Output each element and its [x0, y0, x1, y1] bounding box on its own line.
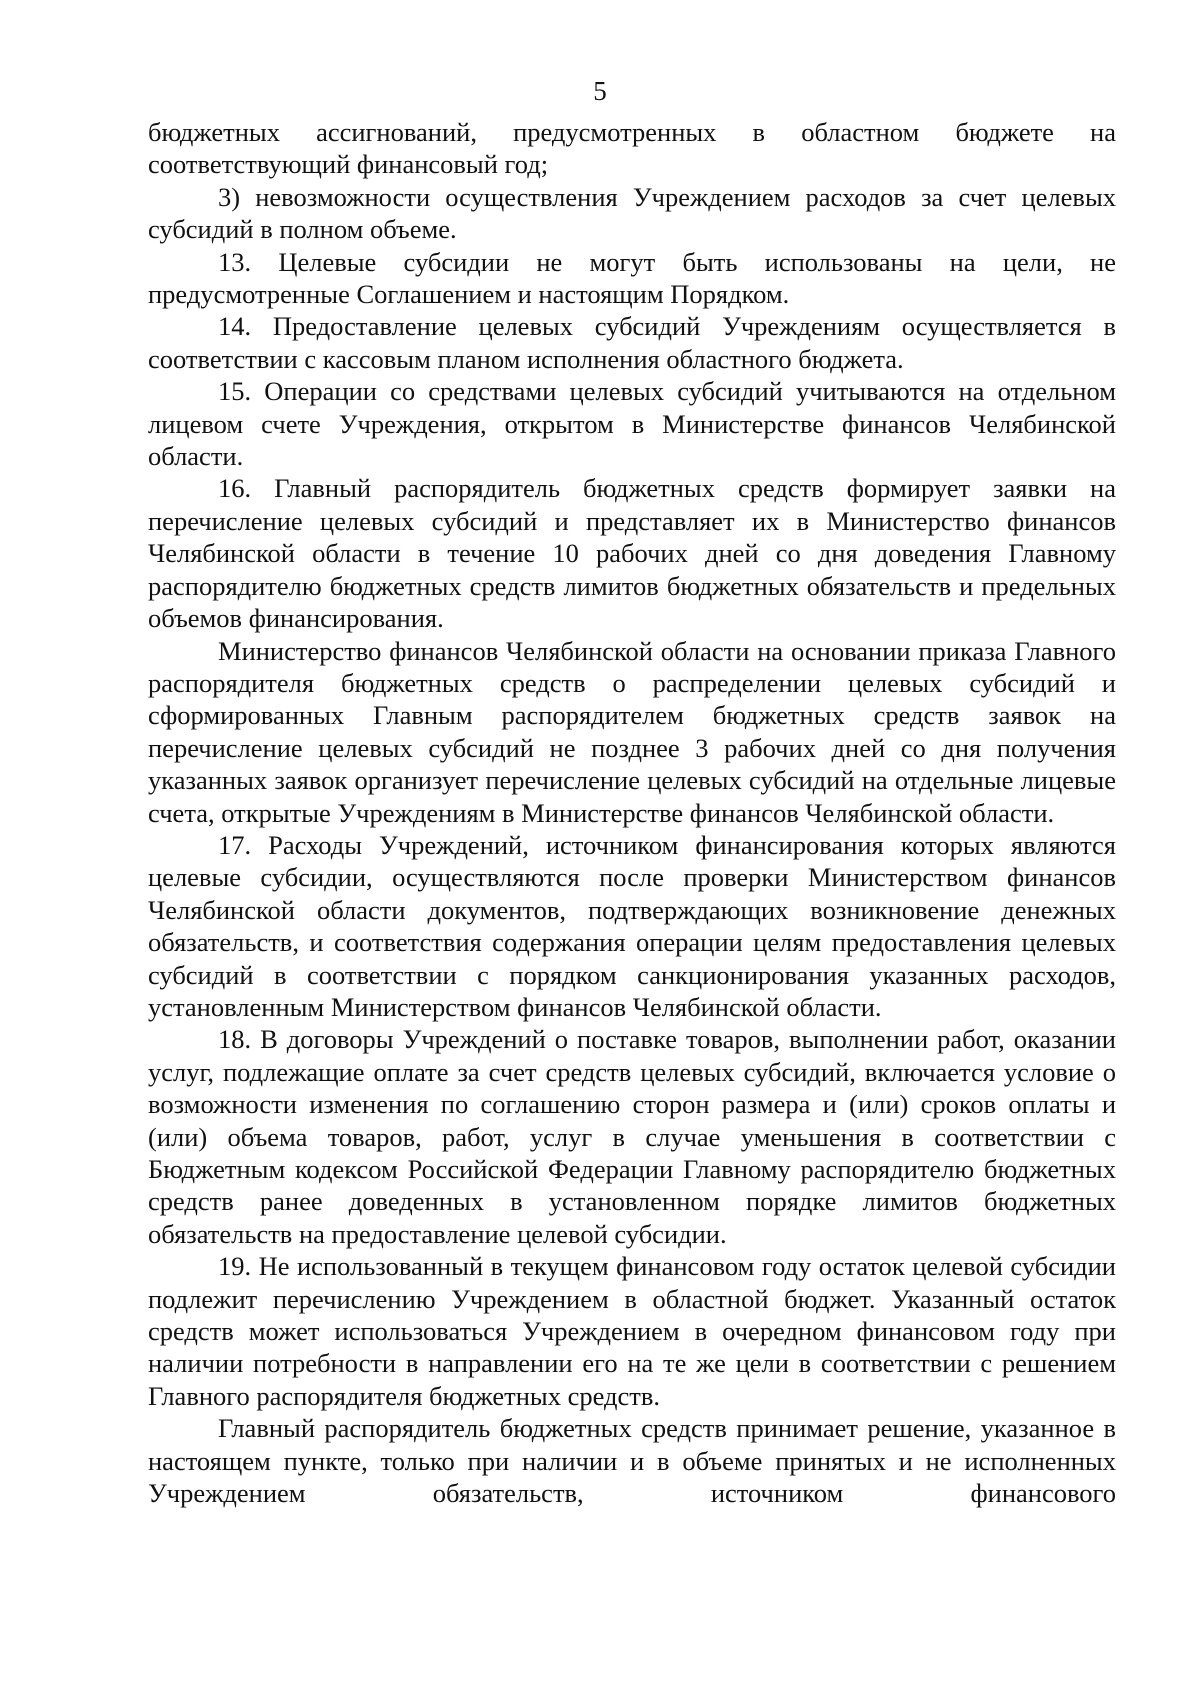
paragraph-17: 17. Расходы Учреждений, источником финансирования которых являются целевые субсидии, осуществляются после проверки Министерством финансов Челябинской области документов, подтверждающих возникновение денежных обязательств, и соответствия содержания операции целям предоставления целевых субсидий в соответствии с порядком санкционирования указанных расходов, установленным Министерством финансов Челябинской области.: [148, 829, 1116, 1022]
paragraph-18: 18. В договоры Учреждений о поставке товаров, выполнении работ, оказании услуг, подлежащие оплате за счет средств целевых субсидий, включается условие о возможности изменения по соглашению сторон размера и (или) сроков оплаты и (или) объема товаров, работ, услуг в случае уменьшения в соответствии с Бюджетным кодексом Российской Федерации Главному распорядителю бюджетных средств ранее доведенных в установленном порядке лимитов бюджетных обязательств на предоставление целевой субсидии.: [148, 1024, 1116, 1249]
paragraph-continuation: бюджетных ассигнований, предусмотренных в областном бюджете на соответствующий финансовый год;: [148, 117, 1116, 180]
paragraph-19-continued: Главный распорядитель бюджетных средств принимает решение, указанное в настоящем пункте, только при наличии и в объеме принятых и не исполненных Учреждением обязательств, источником финансового: [148, 1413, 1116, 1509]
paragraph-13: 13. Целевые субсидии не могут быть использованы на цели, не предусмотренные Соглашением и настоящим Порядком.: [148, 246, 1116, 310]
document-body: [148, 116, 1116, 1509]
page-number: 5: [593, 76, 607, 106]
paragraph-19: 19. Не использованный в текущем финансовом году остаток целевой субсидии подлежит перечислению Учреждением в областной бюджет. Указанный остаток средств может использоваться Учреждением в очередном финансовом году при наличии потребности в направлении его на те же цели в соответствии с решением Главного распорядителя бюджетных средств.: [148, 1251, 1116, 1411]
paragraph-item-3: 3) невозможности осуществления Учреждением расходов за счет целевых субсидий в полном объеме.: [148, 181, 1116, 245]
paragraph-14: 14. Предоставление целевых субсидий Учреждениям осуществляется в соответствии с кассовым планом исполнения областного бюджета.: [148, 311, 1116, 374]
paragraph-15: 15. Операции со средствами целевых субсидий учитываются на отдельном лицевом счете Учреждения, открытом в Министерстве финансов Челябинской области.: [148, 376, 1116, 472]
paragraph-16-continued: Министерство финансов Челябинской области на основании приказа Главного распорядителя бюджетных средств о распределении целевых субсидий и сформированных Главным распорядителем бюджетных средств заявок на перечисление целевых субсидий не позднее 3 рабочих дней со дня получения указанных заявок организует перечисление целевых субсидий на отдельные лицевые счета, открытые Учреждениям в Министерстве финансов Челябинской области.: [148, 635, 1116, 828]
paragraph-16: 16. Главный распорядитель бюджетных средств формирует заявки на перечисление целевых субсидий и представляет их в Министерство финансов Челябинской области в течение 10 рабочих дней со дня доведения Главному распорядителю бюджетных средств лимитов бюджетных обязательств и предельных объемов финансирования.: [148, 473, 1116, 634]
